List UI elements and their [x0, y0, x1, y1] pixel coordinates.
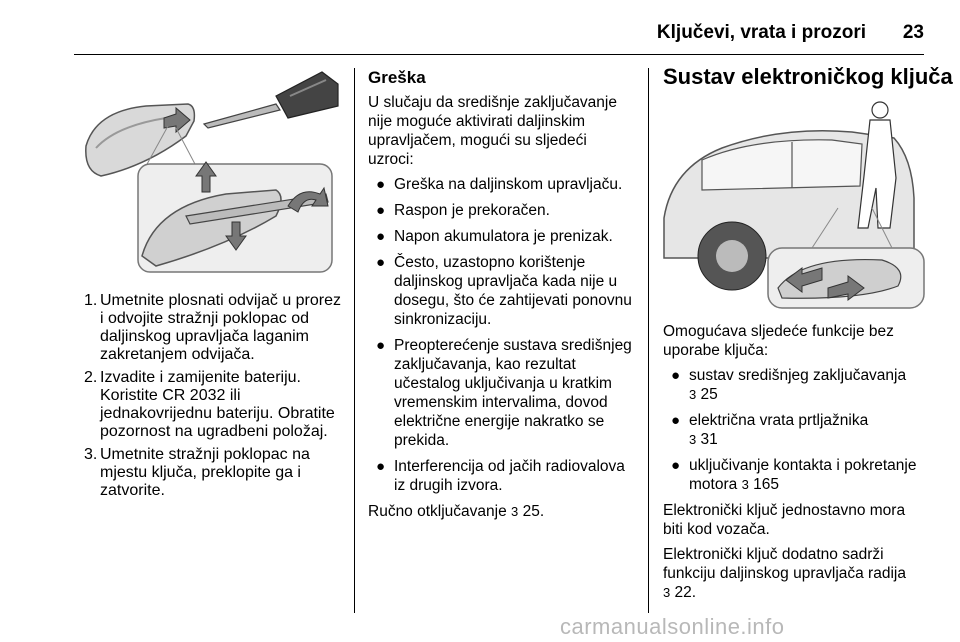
- fault-section: [368, 60, 633, 521]
- section-title: Ključevi, vrata i prozori: [656, 22, 866, 43]
- step-number: 1.: [84, 292, 98, 309]
- fault-causes-list: [368, 175, 633, 495]
- list-item: [74, 446, 344, 500]
- key-presence-paragraph: Elektronički ključ jednostavno mora biti kod vozača.: [663, 502, 906, 538]
- list-item: ● Preopterećenje sustava središnjeg zaključavanja, kao rezultat učestalog uključivanja u kratkim vremenskim intervalima, dovod električne energije nakratko se prekida.: [376, 337, 632, 449]
- section-intro: U slučaju da središnje zaključavanje nije moguće aktivirati daljinskim upravljačem, mogući su sljedeći uzroci:: [368, 94, 617, 168]
- bullet-text: uključivanje kontakta i pokretanje motora: [689, 457, 917, 493]
- list-item: ● uključivanje kontakta i pokretanje motora 3 165: [671, 457, 917, 493]
- bullet-text: Raspon je prekoračen.: [394, 202, 550, 219]
- bullet-text: Interferencija od jačih radiovalova iz drugih izvora.: [394, 458, 625, 494]
- section-heading: Greška: [368, 68, 426, 87]
- radio-remote-paragraph: [663, 545, 928, 602]
- battery-steps-list: [74, 292, 344, 505]
- electronic-key-car-illustration: [662, 98, 926, 310]
- header-rule: [74, 54, 924, 55]
- reference-arrow-icon: 3: [741, 477, 749, 492]
- reference-arrow-icon: 3: [689, 432, 697, 447]
- list-item: ● Raspon je prekoračen.: [376, 202, 550, 219]
- reference-arrow-icon: 3: [689, 387, 697, 402]
- page-number: 23: [902, 22, 924, 43]
- page-header: [0, 0, 960, 60]
- key-fob-battery-illustration: [76, 66, 342, 278]
- reference-arrow-icon: 3: [511, 504, 519, 519]
- bullet-text: Preopterećenje sustava središnjeg zaključavanja, kao rezultat učestalog uključivanja u kratkim vremenskim intervalima, dovod električne energije nakratko se prekida.: [394, 337, 632, 449]
- watermark: carmanualsonline.info: [560, 614, 785, 639]
- car-door-handle-drawing: [662, 98, 926, 310]
- bullet-text: električna vrata prtljažnika: [689, 412, 869, 429]
- list-item: ● sustav središnjeg zaključavanja 3 25: [671, 367, 907, 403]
- manual-unlock-paragraph: [368, 502, 633, 521]
- list-item: ● Greška na daljinskom upravljaču.: [376, 176, 623, 193]
- features-list: [663, 366, 928, 494]
- page-ref[interactable]: 31: [700, 431, 718, 448]
- list-item: ● Napon akumulatora je prenizak.: [376, 228, 613, 245]
- column-divider: [648, 68, 649, 613]
- bullet-text: sustav središnjeg zaključavanja: [689, 367, 907, 384]
- radio-remote-text: Elektronički ključ dodatno sadrži funkciju daljinskog upravljača radija: [663, 546, 906, 582]
- page-ref[interactable]: 25: [700, 386, 718, 403]
- list-item: ● Često, uzastopno korištenje daljinskog upravljača kada nije u dosegu, što će zahtijevati ponovnu sinkronizaciju.: [376, 254, 632, 328]
- step-number: 2.: [84, 369, 98, 386]
- step-number: 3.: [84, 446, 98, 463]
- list-item: [74, 369, 344, 441]
- step-text: Umetnite plosnati odvijač u prorez i odvojite stražnji poklopac od daljinskog upravljača laganim zakretanjem odvijača.: [100, 292, 342, 363]
- list-item: [74, 292, 344, 364]
- list-item: ● Interferencija od jačih radiovalova iz drugih izvora.: [376, 458, 625, 494]
- manual-unlock-ref[interactable]: 25.: [522, 503, 545, 520]
- list-item: ● električna vrata prtljažnika 3 31: [671, 412, 869, 448]
- key-fob-screwdriver-drawing: [76, 66, 342, 278]
- bullet-text: Greška na daljinskom upravljaču.: [394, 176, 623, 193]
- bullet-text: Često, uzastopno korištenje daljinskog upravljača kada nije u dosegu, što će zahtijevati ponovnu sinkronizaciju.: [394, 254, 632, 328]
- electronic-key-section: [663, 322, 928, 602]
- section-heading: Sustav elektroničkog ključa: [663, 64, 953, 89]
- section-intro: Omogućava sljedeće funkcije bez uporabe ključa:: [663, 323, 894, 359]
- step-text: Umetnite stražnji poklopac na mjestu ključa, preklopite ga i zatvorite.: [100, 446, 310, 499]
- column-divider: [354, 68, 355, 613]
- page-ref[interactable]: 165: [753, 476, 779, 493]
- reference-arrow-icon: 3: [663, 585, 671, 600]
- bullet-text: Napon akumulatora je prenizak.: [394, 228, 613, 245]
- manual-unlock-text: Ručno otključavanje: [368, 503, 507, 520]
- radio-remote-ref[interactable]: 22.: [674, 584, 697, 601]
- step-text: Izvadite i zamijenite bateriju. Koristite CR 2032 ili jednakovrijednu bateriju. Obratite pozornost na ugradbeni položaj.: [100, 369, 335, 440]
